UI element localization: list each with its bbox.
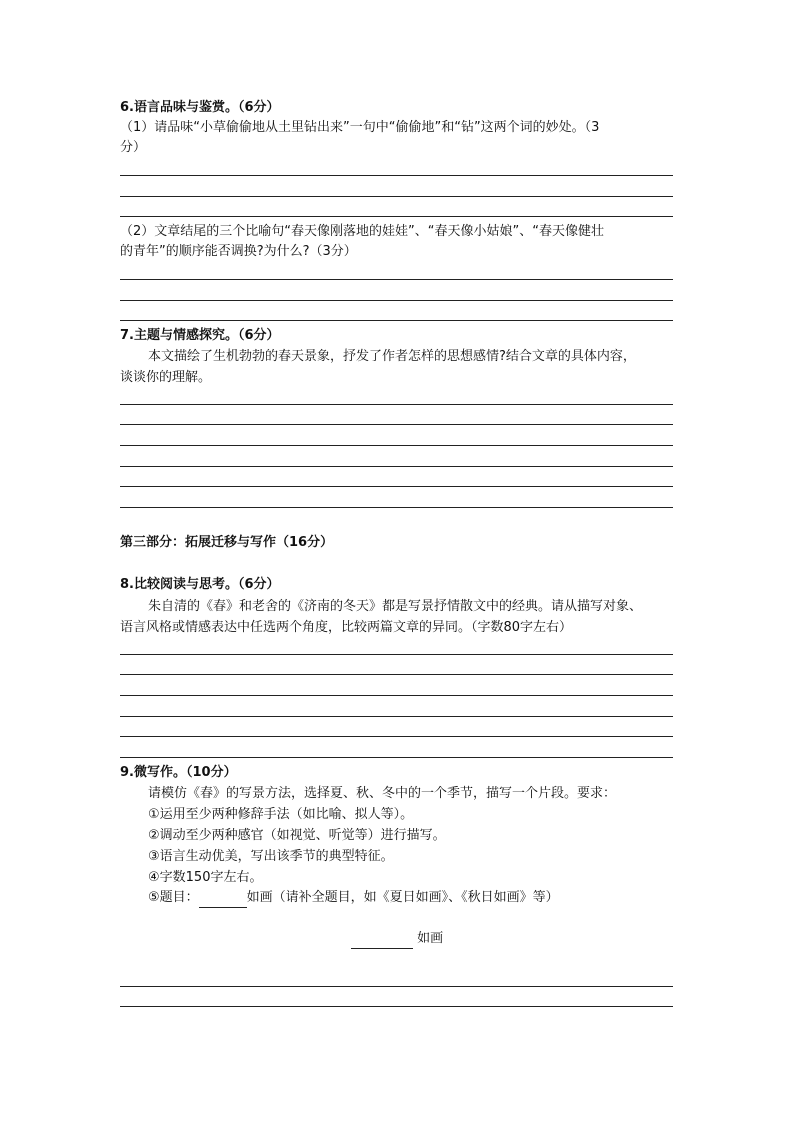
q8-answer-line[interactable] xyxy=(120,757,673,758)
q6-sub2-answer-line[interactable] xyxy=(120,279,673,280)
q6-title: 6.语言品味与鉴赏。（6分） xyxy=(120,100,280,115)
q8-answer-line[interactable] xyxy=(120,736,673,737)
q7-answer-line[interactable] xyxy=(120,507,673,508)
q7-title: 7.主题与情感探究。（6分） xyxy=(120,328,280,343)
q9-requirement-2: ②调动至少两种感官（如视觉、听觉等）进行描写。 xyxy=(148,828,446,843)
q9-intro: 请模仿《春》的写景方法，选择夏、秋、冬中的一个季节，描写一个片段。要求： xyxy=(148,786,617,801)
essay-title-blank[interactable] xyxy=(351,932,413,949)
q6-sub2-answer-line[interactable] xyxy=(120,300,673,301)
q8-line1: 朱自清的《春》和老舍的《济南的冬天》都是写景抒情散文中的经典。请从描写对象、 xyxy=(148,599,643,614)
q7-answer-line[interactable] xyxy=(120,486,673,487)
q9-req5-suffix: 如画（请补全题目，如《夏日如画》、《秋日如画》等） xyxy=(246,890,559,905)
q8-title: 8.比较阅读与思考。（6分） xyxy=(120,577,280,592)
q9-title-fill-blank[interactable] xyxy=(199,891,247,908)
q6-sub1-line2: 分） xyxy=(120,140,147,155)
q6-sub1-answer-line[interactable] xyxy=(120,196,673,197)
q6-sub2-line1: （2）文章结尾的三个比喻句“春天像刚落地的娃娃”、“春天像小姑娘”、“春天像健壮 xyxy=(120,224,604,239)
q9-answer-line[interactable] xyxy=(120,986,673,987)
q9-requirement-1: ①运用至少两种修辞手法（如比喻、拟人等）。 xyxy=(148,807,414,822)
q7-line2: 谈谈你的理解。 xyxy=(120,370,212,385)
q8-answer-line[interactable] xyxy=(120,654,673,655)
q6-sub1-answer-line[interactable] xyxy=(120,175,673,176)
q6-sub2-answer-line[interactable] xyxy=(120,320,673,321)
q7-line1: 本文描绘了生机勃勃的春天景象，抒发了作者怎样的思想感情?结合文章的具体内容， xyxy=(148,349,636,364)
q8-answer-line[interactable] xyxy=(120,716,673,717)
q6-sub1-answer-line[interactable] xyxy=(120,216,673,217)
q9-requirement-3: ③语言生动优美，写出该季节的典型特征。 xyxy=(148,849,394,864)
q8-answer-line[interactable] xyxy=(120,695,673,696)
q9-title: 9.微写作。（10分） xyxy=(120,765,237,780)
q7-answer-line[interactable] xyxy=(120,424,673,425)
q8-line2: 语言风格或情感表达中任选两个角度，比较两篇文章的异同。（字数80字左右） xyxy=(120,620,573,635)
essay-title-line xyxy=(0,929,794,949)
q9-answer-line[interactable] xyxy=(120,1006,673,1007)
q6-sub1-line1: （1）请品味“小草偷偷地从土里钻出来”一句中“偷偷地”和“钻”这两个词的妙处。（3 xyxy=(120,120,600,135)
q8-answer-line[interactable] xyxy=(120,674,673,675)
q7-answer-line[interactable] xyxy=(120,445,673,446)
q7-answer-line[interactable] xyxy=(120,466,673,467)
part3-heading: 第三部分：拓展迁移与写作（16分） xyxy=(120,535,334,550)
q6-sub2-line2: 的青年”的顺序能否调换?为什么?（3分） xyxy=(120,244,357,259)
q9-req5-prefix: ⑤题目： xyxy=(148,890,199,905)
q9-requirement-5 xyxy=(148,888,559,908)
q9-requirement-4: ④字数150字左右。 xyxy=(148,870,263,885)
q7-answer-line[interactable] xyxy=(120,404,673,405)
essay-title-suffix: 如画 xyxy=(417,931,444,946)
